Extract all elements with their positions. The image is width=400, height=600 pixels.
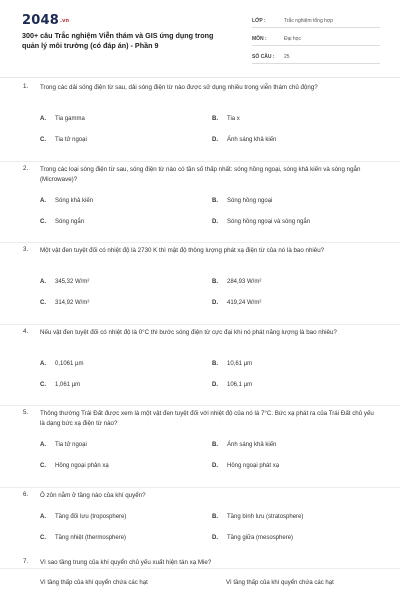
- option-text: Hồng ngoại phản xạ: [55, 463, 109, 469]
- question-list: [0, 80, 400, 600]
- option-letter: D.: [212, 218, 218, 225]
- meta-label: SỐ CÂU :: [252, 53, 275, 60]
- answer-option[interactable]: [212, 512, 303, 522]
- answer-option[interactable]: [212, 217, 310, 227]
- answer-option[interactable]: [212, 533, 293, 543]
- option-letter: C.: [40, 300, 46, 306]
- option-letter: B.: [212, 513, 218, 520]
- meta-info: [252, 14, 380, 68]
- meta-value: 25: [284, 53, 290, 60]
- option-text: Vì tầng thấp của khí quyển chứa các hạt: [226, 580, 334, 586]
- option-text: 10,61 µm: [227, 360, 253, 367]
- option-letter: A.: [40, 442, 46, 448]
- question-text: Vì sao tầng trung của khí quyển chủ yếu xuất hiện tán xạ Mie?: [40, 559, 212, 566]
- option-letter: A.: [40, 279, 46, 285]
- meta-label: LỚP :: [252, 17, 266, 24]
- option-text: Tầng nhiệt (thermosphere): [55, 534, 127, 541]
- option-letter: C.: [40, 463, 46, 469]
- answer-option[interactable]: [212, 380, 252, 390]
- option-text: Tia tử ngoại: [55, 442, 87, 448]
- logo-text: 2048: [22, 13, 59, 28]
- document-header: [0, 0, 400, 76]
- header-divider: [0, 77, 400, 78]
- answer-option[interactable]: [212, 277, 261, 287]
- question-text: Thông thường Trái Đất được xem là một vật đen tuyệt đối với nhiệt độ của nó là 7°C. Bức xạ phát ra của Trái Đất chủ yếu là dạng bức xạ điện từ nào?: [40, 410, 374, 427]
- question-number: 2.: [23, 164, 29, 172]
- option-text: Tia gamma: [55, 116, 85, 122]
- meta-row-count: [252, 50, 380, 64]
- answer-option[interactable]: [40, 298, 89, 308]
- question-number: 5.: [23, 409, 29, 416]
- option-text: Tầng giữa (mesosphere): [227, 534, 294, 541]
- option-letter: A.: [40, 197, 46, 204]
- answer-option[interactable]: [212, 298, 261, 308]
- option-text: Hồng ngoại phát xạ: [227, 463, 280, 469]
- site-logo[interactable]: [22, 13, 69, 28]
- option-letter: B.: [212, 116, 218, 122]
- question-item: [0, 162, 400, 244]
- option-text: 345,32 W/m²: [55, 279, 90, 285]
- option-text: 314,92 W/m²: [55, 300, 90, 306]
- option-text: Sóng hồng ngoại: [227, 197, 273, 204]
- option-letter: D.: [212, 463, 218, 469]
- option-letter: C.: [40, 218, 46, 225]
- option-letter: C.: [40, 381, 46, 388]
- meta-label: MÔN :: [252, 35, 267, 42]
- answer-option[interactable]: [212, 440, 276, 450]
- option-letter: D.: [212, 381, 218, 388]
- option-letter: D.: [212, 300, 218, 306]
- answer-option[interactable]: [212, 461, 279, 471]
- option-text: Ánh sáng khả kiến: [227, 442, 277, 448]
- answer-option[interactable]: [40, 440, 87, 450]
- option-text: Tầng bình lưu (stratosphere): [227, 513, 304, 520]
- question-text: Trong các dải sóng điện từ sau, dải sóng điện từ nào được sử dụng nhiều trong viễn thám chủ động?: [40, 84, 318, 91]
- question-number: 6.: [23, 490, 29, 498]
- answer-option[interactable]: [226, 578, 334, 588]
- answer-option[interactable]: [40, 135, 87, 145]
- option-letter: C.: [40, 137, 46, 143]
- document-title: 300+ câu Trắc nghiệm Viễn thám và GIS ứng dụng trong quản lý môi trường (có đáp án) - Phần 9: [22, 31, 214, 50]
- option-text: Sóng khả kiến: [55, 197, 94, 204]
- answer-option[interactable]: [40, 217, 84, 227]
- option-text: Tầng đối lưu (troposphere): [55, 513, 127, 520]
- answer-option[interactable]: [212, 135, 276, 145]
- question-number: 4.: [23, 327, 29, 335]
- question-text: Ô zôn nằm ở tầng nào của khí quyển?: [40, 491, 146, 499]
- option-letter: B.: [212, 442, 218, 448]
- option-text: 1,061 µm: [55, 381, 81, 388]
- option-text: Sóng ngắn: [55, 218, 85, 225]
- question-item: [0, 243, 400, 325]
- option-letter: B.: [212, 279, 218, 285]
- option-text: 284,93 W/m²: [227, 279, 262, 285]
- question-number: 1.: [23, 83, 29, 90]
- answer-option[interactable]: [40, 461, 109, 471]
- meta-value: Đại học: [284, 35, 301, 42]
- question-number: 7.: [23, 558, 29, 565]
- option-letter: A.: [40, 360, 46, 367]
- question-item: [0, 406, 400, 488]
- answer-option[interactable]: [212, 196, 272, 206]
- answer-option[interactable]: [40, 114, 85, 124]
- option-letter: A.: [40, 116, 46, 122]
- logo-domain: .vn: [59, 18, 70, 24]
- answer-option[interactable]: [40, 380, 80, 390]
- question-text: Nếu vật đen tuyệt đối có nhiệt độ là 0°C thì bước sóng điện từ cực đại khi nó phát năng lượng là bao nhiêu?: [40, 328, 337, 336]
- option-letter: B.: [212, 197, 218, 204]
- question-item: [0, 488, 400, 570]
- answer-option[interactable]: [40, 578, 148, 588]
- option-text: Vì tầng thấp của khí quyển chứa các hạt: [40, 580, 148, 586]
- option-letter: D.: [212, 137, 218, 143]
- question-text: Trong các loại sóng điện từ sau, sóng điện từ nào có tần số thấp nhất: sóng hồng ngoại, sóng khả kiến và sóng ngắn (Microwave)?: [40, 165, 361, 183]
- option-letter: C.: [40, 534, 46, 541]
- answer-option[interactable]: [40, 359, 83, 369]
- meta-row-subject: [252, 32, 380, 46]
- answer-option[interactable]: [40, 533, 126, 543]
- answer-option[interactable]: [212, 114, 240, 124]
- answer-option[interactable]: [40, 196, 93, 206]
- option-letter: B.: [212, 360, 218, 367]
- option-text: 106,1 µm: [227, 381, 253, 388]
- option-text: Ánh sáng khả kiến: [227, 137, 277, 143]
- option-text: Tia tử ngoại: [55, 137, 87, 143]
- answer-option[interactable]: [40, 277, 89, 287]
- option-text: Sóng hồng ngoại và sóng ngắn: [227, 218, 311, 225]
- option-text: 419,24 W/m²: [227, 300, 262, 306]
- answer-option[interactable]: [40, 512, 126, 522]
- meta-value: Trắc nghiệm tổng hợp: [284, 17, 333, 24]
- option-letter: D.: [212, 534, 218, 541]
- option-letter: A.: [40, 513, 46, 520]
- answer-option[interactable]: [212, 359, 252, 369]
- question-number: 3.: [23, 246, 29, 253]
- option-text: 0,1061 µm: [55, 360, 84, 367]
- meta-row-class: [252, 14, 380, 28]
- option-text: Tia x: [227, 116, 240, 122]
- question-item: [0, 558, 400, 600]
- question-item: [0, 325, 400, 407]
- question-item: [0, 80, 400, 162]
- question-text: Một vật đen tuyệt đối có nhiệt độ là 2730 K thì mật độ thông lượng phát xạ điện từ của nó là bao nhiêu?: [40, 247, 325, 254]
